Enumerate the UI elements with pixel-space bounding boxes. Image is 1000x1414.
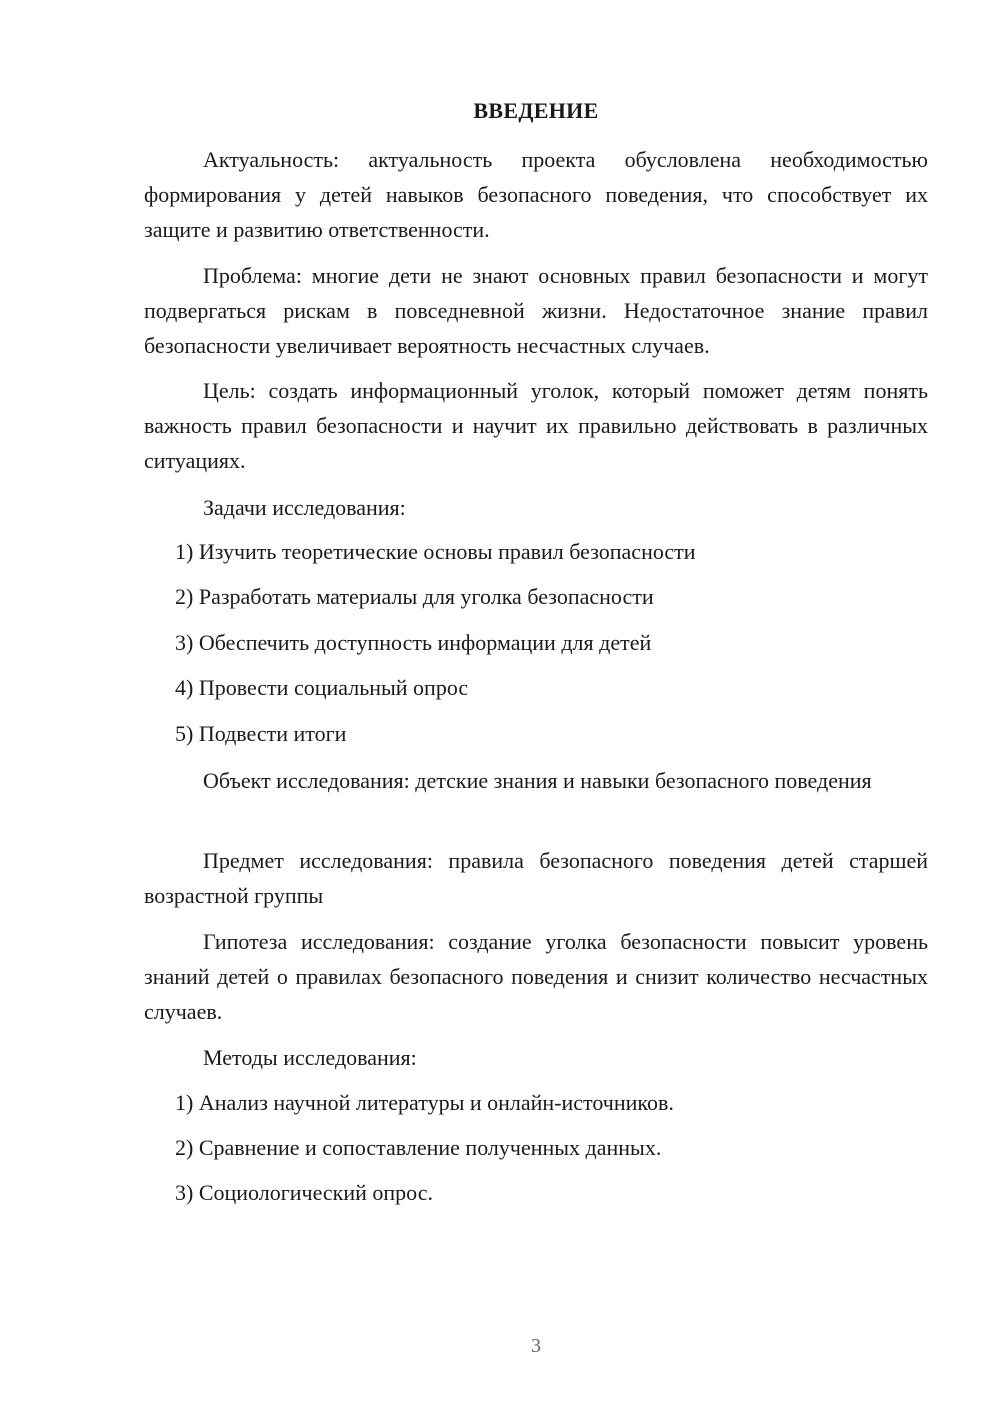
object-paragraph: Объект исследования: детские знания и навыки безопасного поведения [203,768,872,793]
tasks-heading: Задачи исследования: [203,495,406,520]
list-number: 2) [175,1135,194,1160]
task-item [175,673,468,703]
relevance-paragraph: Актуальность: актуальность проекта обусловлена необходимостью формирования у детей навыков безопасного поведения, что способствует их защите и развитию ответственности. [144,147,928,242]
task-item [175,628,651,658]
list-number: 3) [175,630,194,655]
task-item [175,537,696,567]
goal-paragraph: Цель: создать информационный уголок, который поможет детям понять важность правил безопасности и научит их правильно действовать в различных ситуациях. [144,378,928,473]
method-item [175,1133,661,1163]
list-item-text: Изучить теоретические основы правил безопасности [198,539,696,564]
list-item-text: Социологический опрос. [198,1180,433,1205]
task-item [175,719,346,749]
list-number: 3) [175,1180,194,1205]
page-number: 3 [531,1335,541,1357]
method-item [175,1088,674,1118]
task-item [175,582,654,612]
list-item-text: Разработать материалы для уголка безопасности [198,584,654,609]
list-number: 4) [175,675,194,700]
page-title: ВВЕДЕНИЕ [473,98,599,123]
list-item-text: Провести социальный опрос [198,675,469,700]
list-number: 1) [175,539,194,564]
hypothesis-paragraph: Гипотеза исследования: создание уголка безопасности повысит уровень знаний детей о правилах безопасного поведения и снизит количество несчастных случаев. [144,929,928,1024]
problem-paragraph: Проблема: многие дети не знают основных правил безопасности и могут подвергаться рискам в повседневной жизни. Недостаточное знание правил безопасности увеличивает вероятность несчастных случаев. [144,263,928,358]
list-item-text: Анализ научной литературы и онлайн-источников. [198,1090,674,1115]
list-number: 1) [175,1090,194,1115]
list-number: 2) [175,584,194,609]
list-number: 5) [175,721,194,746]
list-item-text: Обеспечить доступность информации для детей [198,630,652,655]
list-item-text: Сравнение и сопоставление полученных данных. [198,1135,662,1160]
methods-heading: Методы исследования: [203,1045,417,1070]
list-item-text: Подвести итоги [198,721,347,746]
subject-paragraph: Предмет исследования: правила безопасного поведения детей старшей возрастной группы [144,848,928,908]
method-item [175,1178,433,1208]
